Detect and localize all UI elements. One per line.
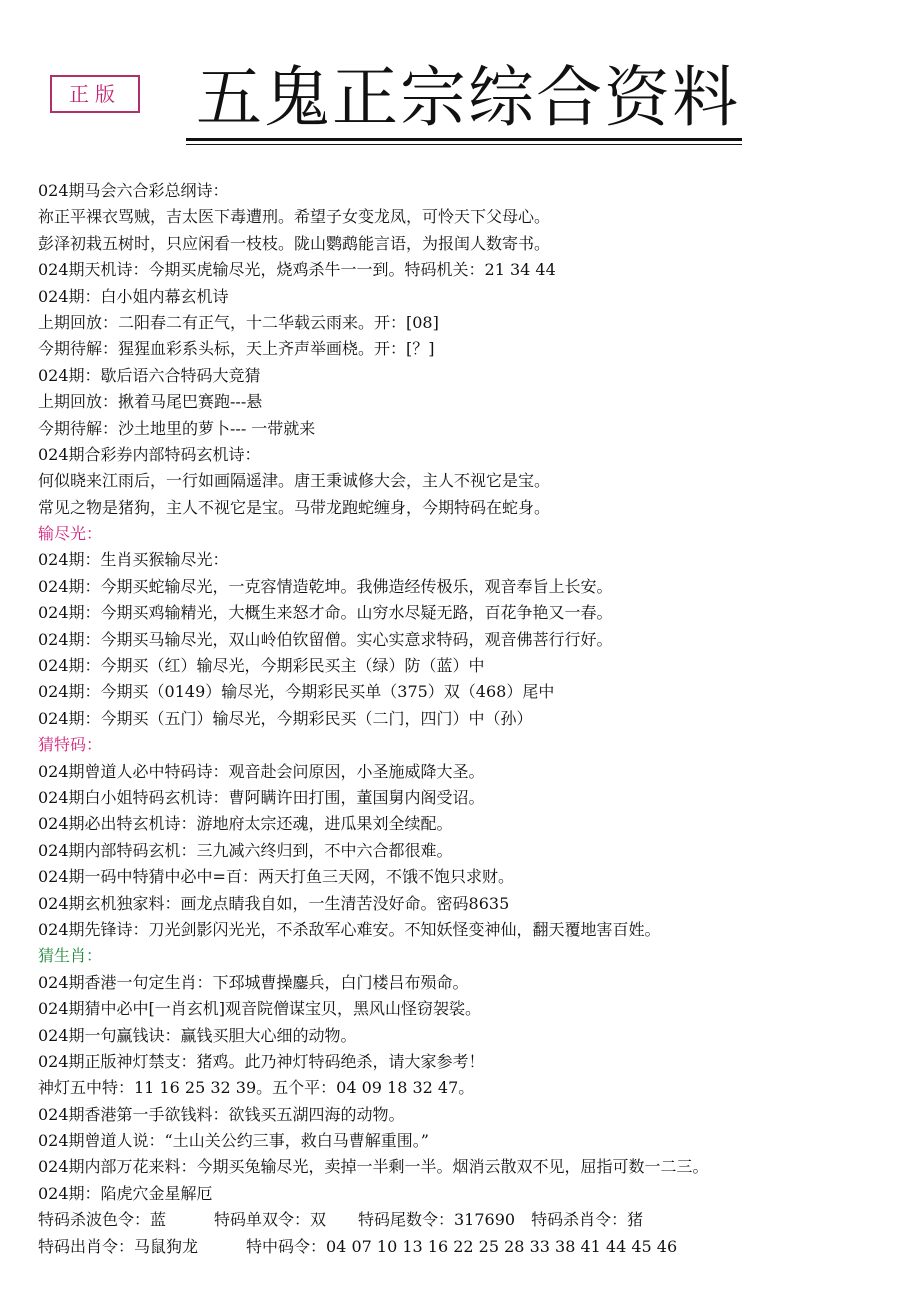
text-line: 024期：今期买蛇输尽光，一克容情造乾坤。我佛造经传极乐，观音奉旨上长安。 bbox=[38, 576, 613, 596]
text-line: 何似晓来江雨后，一行如画隔遥津。唐王秉诚修大会，主人不视它是宝。 bbox=[38, 471, 551, 491]
text-line: 特码出肖令：马鼠狗龙 特中码令：04 07 10 13 16 22 25 28 33 38 41 44 45 46 bbox=[38, 1236, 678, 1256]
title-underline-thin bbox=[186, 144, 742, 145]
text-line: 024期曾道人必中特码诗：观音赴会问原因，小圣施威降大圣。 bbox=[38, 761, 485, 781]
text-line: 今期待解：沙土地里的萝卜--- 一带就来 bbox=[38, 418, 316, 438]
text-line: 常见之物是猪狗，主人不视它是宝。马带龙跑蛇缠身，今期特码在蛇身。 bbox=[38, 497, 551, 517]
text-line: 024期白小姐特码玄机诗：曹阿瞒许田打围，董国舅内阁受诏。 bbox=[38, 787, 485, 807]
section-heading: 猜特码： bbox=[38, 735, 103, 755]
page-header bbox=[0, 0, 900, 150]
text-line: 024期正版神灯禁支：猪鸡。此乃神灯特码绝杀，请大家参考！ bbox=[38, 1051, 485, 1071]
section-heading: 输尽光： bbox=[38, 524, 103, 544]
text-line: 024期合彩券内部特码玄机诗： bbox=[38, 444, 261, 464]
text-line: 024期：今期买（0149）输尽光，今期彩民买单（375）双（468）尾中 bbox=[38, 682, 555, 702]
text-line: 024期：歇后语六合特码大竞猜 bbox=[38, 365, 261, 385]
text-line: 024期：陷虎穴金星解厄 bbox=[38, 1183, 213, 1203]
text-line: 024期：今期买（红）输尽光，今期彩民买主（绿）防（蓝）中 bbox=[38, 656, 485, 676]
text-line: 024期必出特玄机诗：游地府太宗还魂，进瓜果刘全续配。 bbox=[38, 814, 453, 834]
text-line: 024期曾道人说：“土山关公约三事，救白马曹解重围。” bbox=[38, 1131, 429, 1151]
genuine-badge: 正版 bbox=[50, 75, 140, 113]
text-line: 024期香港第一手欲钱料：欲钱买五湖四海的动物。 bbox=[38, 1104, 405, 1124]
text-line: 024期香港一句定生肖：下邳城曹操鏖兵，白门楼吕布殒命。 bbox=[38, 972, 469, 992]
text-line: 今期待解：猩猩血彩系头标，天上齐声举画桡。开：[？] bbox=[38, 339, 435, 359]
page-title: 五鬼正宗综合资料 bbox=[196, 59, 740, 136]
title-underline bbox=[186, 138, 742, 141]
text-line: 024期：今期买马输尽光，双山岭伯钦留僧。实心实意求特码，观音佛菩行行好。 bbox=[38, 629, 613, 649]
text-line: 024期：今期买（五门）输尽光，今期彩民买（二门，四门）中（孙） bbox=[38, 708, 533, 728]
text-line: 上期回放：揪着马尾巴赛跑---悬 bbox=[38, 392, 263, 412]
text-line: 祢正平裸衣骂贼，吉太医下毒遭刑。希望子女变龙凤，可怜天下父母心。 bbox=[38, 207, 551, 227]
text-line: 024期天机诗：今期买虎输尽光，烧鸡杀牛一一到。特码机关：21 34 44 bbox=[38, 260, 556, 280]
text-line: 024期马会六合彩总纲诗： bbox=[38, 181, 229, 200]
document-body bbox=[38, 178, 888, 1260]
section-heading: 猜生肖： bbox=[38, 946, 103, 966]
text-line: 024期猜中必中[一肖玄机]观音院僧谋宝贝，黑风山怪窃袈裟。 bbox=[38, 999, 482, 1019]
text-line: 024期内部万花来料：今期买兔输尽光，卖掉一半剩一半。烟消云散双不见，屈指可数一二三。 bbox=[38, 1157, 709, 1177]
text-line: 024期：今期买鸡输精光，大概生来怒才命。山穷水尽疑无路，百花争艳又一春。 bbox=[38, 603, 613, 623]
text-line: 神灯五中特：11 16 25 32 39。五个平：04 09 18 32 47。 bbox=[38, 1078, 475, 1098]
text-line: 024期玄机独家料：画龙点睛我自如，一生清苦没好命。密码8635 bbox=[38, 893, 510, 913]
text-line: 024期：白小姐内幕玄机诗 bbox=[38, 286, 229, 306]
text-line: 特码杀波色令：蓝 特码单双令：双 特码尾数令：317690 特码杀肖令：猪 bbox=[38, 1210, 644, 1230]
text-line: 024期一码中特猜中必中=百：两天打鱼三天网，不饿不饱只求财。 bbox=[38, 867, 514, 887]
text-line: 024期：生肖买猴输尽光： bbox=[38, 550, 229, 570]
text-line: 024期一句赢钱诀：赢钱买胆大心细的动物。 bbox=[38, 1025, 357, 1045]
text-line: 上期回放：二阳春二有正气，十二华载云雨来。开：[08] bbox=[38, 312, 439, 332]
text-line: 024期先锋诗：刀光剑影闪光光，不杀敌军心难安。不知妖怪变神仙，翻天覆地害百姓。 bbox=[38, 919, 661, 939]
text-line: 彭泽初栽五树时，只应闲看一枝枝。陇山鹦鹉能言语，为报闺人数寄书。 bbox=[38, 233, 551, 253]
text-line: 024期内部特码玄机：三九减六终归到，不中六合都很难。 bbox=[38, 840, 453, 860]
